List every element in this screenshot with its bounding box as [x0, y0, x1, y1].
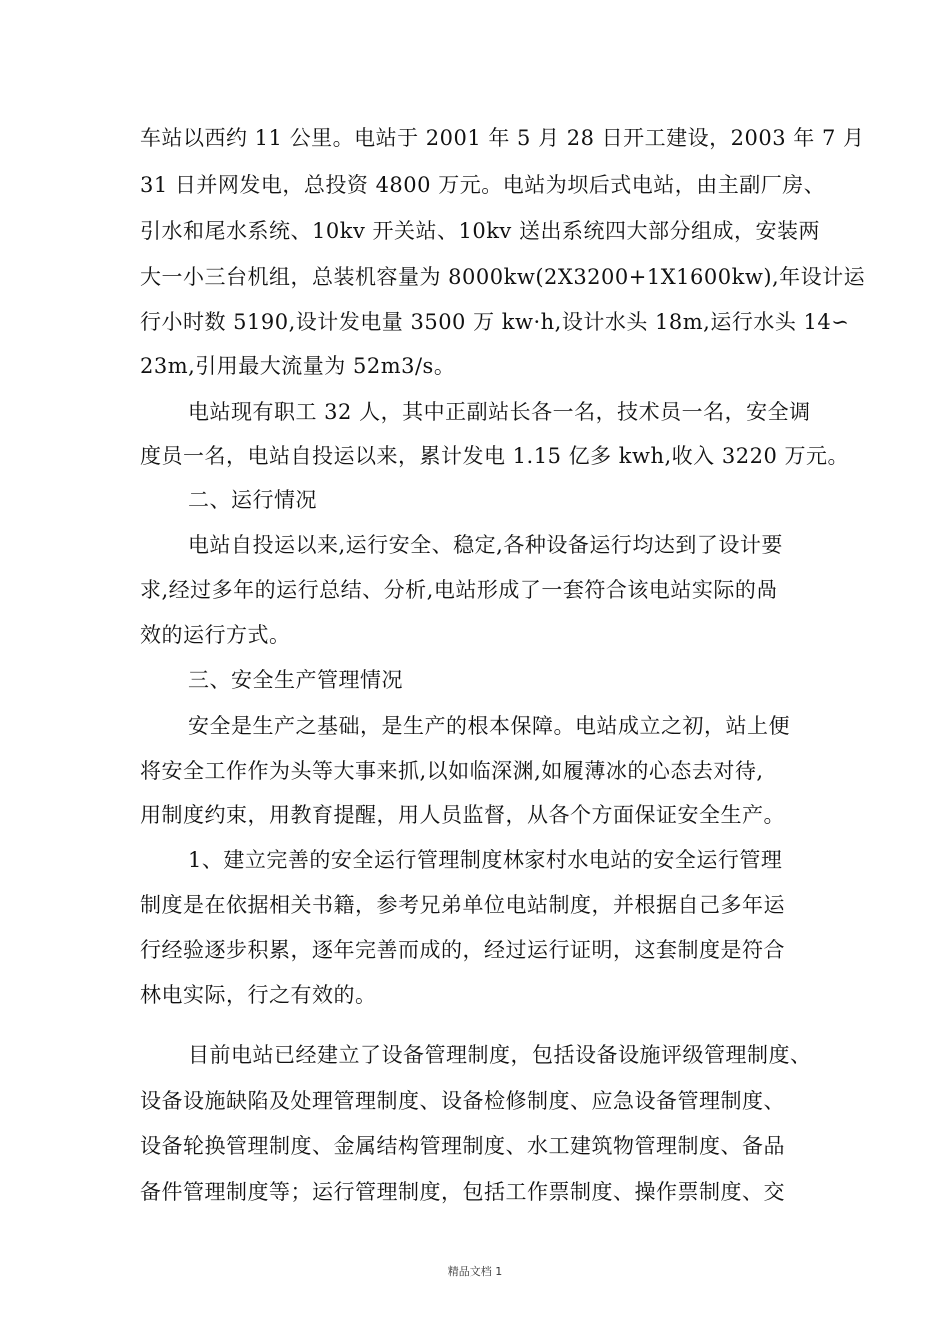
paragraph-line: 行经验逐步积累，逐年完善而成的，经过运行证明，这套制度是符合 [140, 938, 785, 962]
paragraph-line: 车站以西约 11 公里。电站于 2001 年 5 月 28 日开工建设，2003 年 7 月 [140, 126, 865, 150]
paragraph-line: 大一小三台机组，总装机容量为 8000kw(2X3200+1X1600kw),年设计运 [140, 265, 866, 289]
section-heading: 三、安全生产管理情况 [188, 668, 403, 692]
paragraph-line: 备件管理制度等；运行管理制度，包括工作票制度、操作票制度、交 [140, 1180, 785, 1204]
paragraph-line: 林电实际，行之有效的。 [140, 983, 377, 1007]
paragraph-line: 1、建立完善的安全运行管理制度林家村水电站的安全运行管理 [188, 848, 783, 872]
paragraph-line: 求,经过多年的运行总结、分析,电站形成了一套符合该电站实际的咼 [140, 578, 778, 602]
paragraph-line: 引水和尾水系统、10kv 开关站、10kv 送出系统四大部分组成，安装两 [140, 219, 820, 243]
paragraph-line: 电站自投运以来,运行安全、稳定,各种设备运行均达到了设计要 [188, 533, 783, 557]
paragraph-line: 行小时数 5190,设计发电量 3500 万 kw·h,设计水头 18m,运行水头 14∽ [140, 310, 850, 334]
paragraph-line: 度员一名，电站自投运以来，累计发电 1.15 亿多 kwh,收入 3220 万元。 [140, 444, 849, 468]
page-footer: 精品文档 1 [447, 1265, 503, 1278]
paragraph-line: 制度是在依据相关书籍，参考兄弟单位电站制度，并根据自己多年运 [140, 893, 785, 917]
paragraph-line: 设备轮换管理制度、金属结构管理制度、水工建筑物管理制度、备品 [140, 1134, 785, 1158]
paragraph-line: 23m,引用最大流量为 52m3/s。 [140, 354, 456, 378]
section-heading: 二、运行情况 [188, 488, 317, 512]
paragraph-line: 用制度约束，用教育提醒，用人员监督，从各个方面保证安全生产。 [140, 803, 785, 827]
paragraph-line: 设备设施缺陷及处理管理制度、设备检修制度、应急设备管理制度、 [140, 1089, 785, 1113]
paragraph-line: 31 日并网发电，总投资 4800 万元。电站为坝后式电站，由主副厂房、 [140, 173, 826, 197]
paragraph-line: 效的运行方式。 [140, 623, 291, 647]
paragraph-line: 电站现有职工 32 人，其中正副站长各一名，技术员一名，安全调 [188, 400, 811, 424]
paragraph-line: 将安全工作作为头等大事来抓,以如临深渊,如履薄冰的心态去对待, [140, 759, 764, 783]
paragraph-line: 目前电站已经建立了设备管理制度，包括设备设施评级管理制度、 [188, 1043, 812, 1067]
paragraph-line: 安全是生产之基础，是生产的根本保障。电站成立之初，站上便 [188, 714, 790, 738]
